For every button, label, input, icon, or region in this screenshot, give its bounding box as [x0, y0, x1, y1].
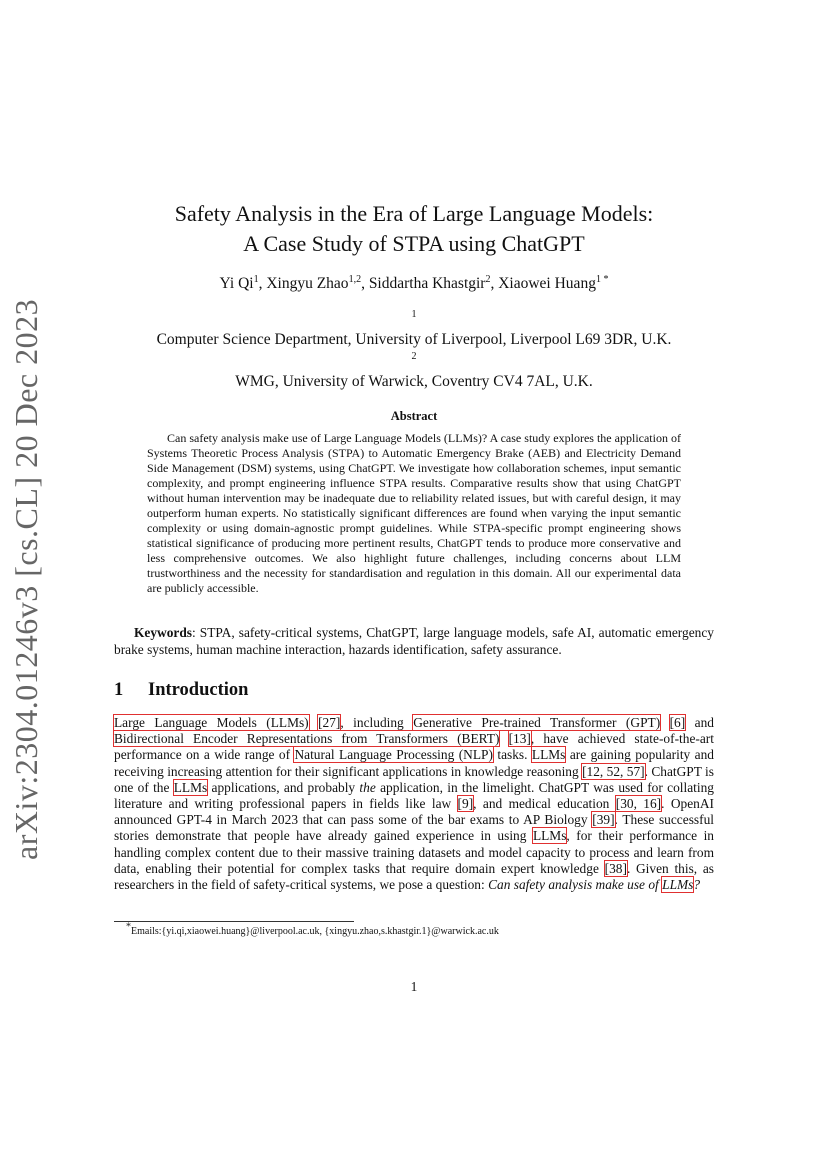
affiliation-2-text: WMG, University of Warwick, Coventry CV4 7AL, U.K.: [235, 373, 593, 390]
emphasis-question: Can safety analysis make use of: [488, 877, 663, 893]
footnote-mark: *: [126, 921, 131, 933]
text-run: and: [685, 715, 714, 730]
abstract-heading: Abstract: [390, 409, 438, 423]
affiliation-1-text: Computer Science Department, University of Liverpool, Liverpool L69 3DR, U.K.: [156, 331, 672, 348]
text-run: . These successful stories demonstrate that people have already gained experience in using: [114, 812, 714, 844]
author-3-affil: 2: [485, 273, 491, 285]
text-run: [660, 715, 669, 730]
keywords-text: : STPA, safety-critical systems, ChatGPT, large language models, safe AI, automatic emergency brake systems, human machine interaction, hazards identification, safety assurance.: [114, 625, 714, 657]
citation-link[interactable]: [27]: [318, 715, 341, 730]
keywords-label: Keywords: [134, 625, 193, 640]
text-run: [499, 731, 508, 746]
citation-link[interactable]: [6]: [669, 715, 686, 730]
citation-link[interactable]: [30, 16]: [615, 796, 662, 812]
acronym-link-llms[interactable]: Large Language Models (LLMs): [114, 715, 309, 730]
text-run: . Given this, as researchers in the field of safety-critical systems, we pose a question:: [114, 860, 715, 893]
citation-link[interactable]: [12, 52, 57]: [582, 763, 645, 779]
affiliation-2-mark: 2: [411, 350, 417, 362]
citation-link[interactable]: [38]: [604, 860, 627, 876]
text-run: [309, 715, 318, 730]
author-2-affil: 1,2: [348, 273, 362, 285]
text-run: . ChatGPT is one of the: [114, 763, 714, 795]
author-4: , Xiaowei Huang: [490, 275, 596, 292]
text-run: are gaining popularity and receiving increasing attention for their significant applications in knowledge reasoning: [114, 747, 714, 779]
title-line-2: A Case Study of STPA using ChatGPT: [243, 231, 585, 256]
section-number: 1: [114, 680, 124, 700]
citation-link[interactable]: [9]: [457, 796, 474, 812]
text-run: applications, and probably: [207, 779, 360, 795]
abstract-text: Can safety analysis make use of Large Language Models (LLMs)? A case study explores the application of Systems Theoretic Process Analysis (STPA) to Automatic Emergency Brake (AEB) and Electricity Demand Side Management (DSM) systems, using ChatGPT. We investigate how collaboration schemes, input semantic complexity, and prompt engineering influence STPA results. Comparative results show that using ChatGPT without human intervention may be inadequate due to reliability related issues, but with careful design, it may outperform human experts. No statistically significant differences are found when varying the input semantic complexity or using domain-agnostic prompt guidelines. While STPA-specific prompt engineering shows statistical significance of producing more pertinent results, ChatGPT tends to produce more conservative and less comprehensive outcomes. We also highlight future challenges, including concerns about LLM trustworthiness and the necessity for standardisation and regulation in this domain. All our experimental data are publicly accessible.: [147, 431, 681, 595]
intro-paragraph: [114, 715, 714, 893]
affiliation-2: [0, 350, 828, 392]
author-2: , Xingyu Zhao: [258, 275, 349, 292]
footnote-rule: [114, 921, 354, 922]
author-list: [0, 274, 828, 294]
acronym-link-bert[interactable]: Bidirectional Encoder Representations from Transformers (BERT): [114, 731, 500, 747]
text-run: , and medical education: [473, 796, 616, 812]
page-number: 1: [410, 979, 418, 994]
author-4-affil: 1 *: [595, 273, 609, 285]
acronym-link-gpt[interactable]: Generative Pre-trained Transformer (GPT): [413, 715, 661, 730]
section-heading: [114, 680, 248, 701]
affiliations: [0, 308, 828, 392]
acronym-link-llms[interactable]: LLMs: [531, 747, 566, 763]
citation-link[interactable]: [39]: [592, 812, 615, 828]
keywords: [114, 624, 714, 658]
emphasis: the: [359, 779, 376, 795]
title-line-1: Safety Analysis in the Era of Large Language Models:: [174, 201, 654, 226]
text-run: , including: [340, 715, 414, 730]
section-title: Introduction: [148, 680, 249, 700]
text-run: . OpenAI announced GPT-4 in March 2023 that can pass some of the bar exams to AP Biology: [114, 796, 714, 828]
acronym-link-llms[interactable]: LLMs: [532, 828, 567, 844]
author-1: Yi Qi: [219, 275, 254, 292]
text-run: tasks.: [492, 747, 532, 763]
acronym-link-llms[interactable]: LLMs: [662, 877, 694, 893]
affiliation-1: [0, 308, 828, 350]
text-run: application, in the limelight. ChatGPT was used for collating literature and writing professional papers in fields like law: [114, 779, 714, 812]
emphasis-question-end: ?: [693, 877, 701, 893]
paper-title: [0, 199, 828, 259]
text-run: , have achieved state-of-the-art performance on a wide range of: [114, 731, 714, 763]
text-run: , for their performance in handling complex content due to their massive training datasets and model capacity to process and learn from data, enabling their potential for complex tasks that require domain expert knowledge: [114, 828, 714, 876]
author-3: , Siddartha Khastgir: [361, 275, 486, 292]
affiliation-1-mark: 1: [411, 308, 417, 320]
acronym-link-llms[interactable]: LLMs: [173, 779, 208, 795]
author-1-affil: 1: [253, 273, 259, 285]
arxiv-identifier: arXiv:2304.01246v3 [cs.CL] 20 Dec 2023: [8, 298, 44, 860]
footnote: [126, 921, 716, 938]
acronym-link-nlp[interactable]: Natural Language Processing (NLP): [294, 747, 493, 763]
footnote-text: Emails:{yi.qi,xiaowei.huang}@liverpool.ac.uk, {xingyu.zhao,s.khastgir.1}@warwick.ac.uk: [131, 926, 499, 937]
citation-link[interactable]: [13]: [508, 731, 531, 747]
